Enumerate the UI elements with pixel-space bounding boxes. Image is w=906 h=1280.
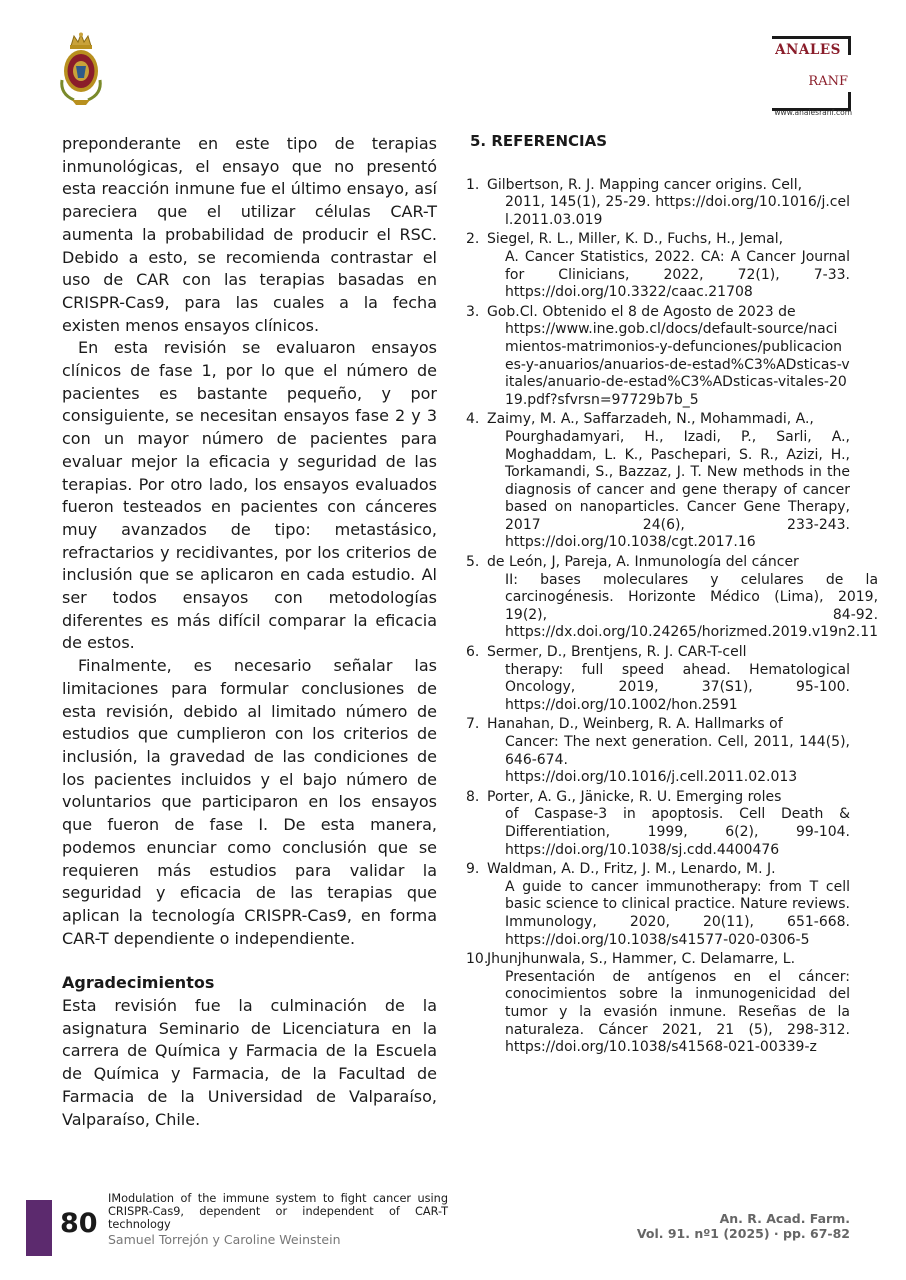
reference-item xyxy=(466,951,850,1057)
reference-link[interactable]: A. Cancer Statistics, 2022. CA: A Cancer Journal for Clinicians, 2022, 72(1), 7-33. https://doi.org/10.3322/caac.21708 xyxy=(505,248,850,301)
reference-item xyxy=(466,231,850,301)
reference-link[interactable]: Pourghadamyari, H., Izadi, P., Sarli, A., Moghaddam, L. K., Paschepari, S. R., Azizi, H., Torkamandi, S., Bazzaz, J. T. New methods in the diagnosis of cancer and gene therapy of cancer based on nanoparticles. Cancer Gene Therapy, 2017 24(6), 233-243. https://doi.org/10.1038/cgt.2017.16 xyxy=(505,428,850,551)
reference-number: 7. xyxy=(466,716,480,733)
reference-link[interactable]: https://www.ine.gob.cl/docs/default-source/nacimientos-matrimonios-y-defunciones/publicaciones-y-anuarios/anuarios-de-estad%C3%ADsticas-vitales/anuario-de-estad%C3%ADsticas-vitales-2019.pdf?sfvrsn=97729b7b_5 xyxy=(505,321,850,408)
reference-link[interactable]: Cancer: The next generation. Cell, 2011, 144(5), 646-674. https://doi.org/10.1016/j.cell.2011.02.013 xyxy=(505,734,850,786)
reference-number: 10. xyxy=(466,951,489,968)
reference-item xyxy=(466,861,850,949)
reference-item xyxy=(466,789,850,859)
footer-accent-bar xyxy=(26,1200,52,1256)
reference-link[interactable]: Presentación de antígenos en el cáncer: conocimientos sobre la inmunogenicidad del tumor y la evasión inmune. Reseñas de la naturaleza. Cáncer 2021, 21 (5), 298-312. https://doi.org/10.1038/s41568-021-00339-z xyxy=(505,968,850,1056)
acknowledgements-title: Agradecimientos xyxy=(62,973,215,993)
reference-item xyxy=(466,177,850,230)
reference-text: Siegel, R. L., Miller, K. D., Fuchs, H., Jemal, A. Cancer Statistics, 2022. CA: A Cancer Journal for Clinicians, 2022, 72(1), 7-33. https://doi.org/10.3322/caac.21708 xyxy=(487,231,850,301)
body-paragraph-3: Finalmente, es necesario señalar las limitaciones para formular conclusiones de esta revisión, debido al limitado número de estudios que cumplieron con los criterios de inclusión, la gravedad de las condiciones de los pacientes incluidos y el bajo número de voluntarios que participaron en los ensayos que fueron de fase I. De esta manera, podemos enunciar como conclusión que se requieren más estudios para validar la seguridad y eficacia de las terapias que aplican la tecnología CRISPR-Cas9, en forma CAR-T dependiente o independiente. xyxy=(62,656,437,948)
reference-number: 1. xyxy=(466,176,480,193)
logo-title: ANALES xyxy=(772,40,844,60)
reference-item xyxy=(466,644,850,714)
reference-item xyxy=(466,411,850,552)
reference-item xyxy=(466,304,850,410)
left-column xyxy=(62,133,437,1131)
footer-authors: Samuel Torrejón y Caroline Weinstein xyxy=(108,1231,341,1247)
reference-link[interactable]: A guide to cancer immunotherapy: from T cell basic science to clinical practice. Nature reviews. Immunology, 2020, 20(11), 651-668. https://doi.org/10.1038/s41577-020-0306-5 xyxy=(505,878,850,948)
reference-text: Jhunjhunwala, S., Hammer, C. Delamarre, L. Presentación de antígenos en el cáncer: conocimientos sobre la inmunogenicidad del tumor y la evasión inmune. Reseñas de la naturaleza. Cáncer 2021, 21 (5), 298-312. https://doi.org/10.1038/s41568-021-00339-z xyxy=(487,951,850,1056)
acknowledgements-text: Esta revisión fue la culminación de la asignatura Seminario de Licenciatura en la carrera de Química y Farmacia de la Escuela de Química y Farmacia, de la Facultad de Farmacia de la Universidad de Valparaíso, Valparaíso, Chile. xyxy=(62,996,437,1129)
footer-article-info xyxy=(108,1192,448,1246)
reference-number: 8. xyxy=(466,788,480,805)
references-heading: 5. REFERENCIAS xyxy=(470,132,607,150)
academy-crest-logo xyxy=(54,32,108,106)
reference-text: Gilbertson, R. J. Mapping cancer origins. Cell, 2011, 145(1), 25-29. https://doi.org/10.1016/j.cell.2011.03.019 xyxy=(487,176,850,228)
reference-text: Sermer, D., Brentjens, R. J. CAR-T-cell therapy: full speed ahead. Hematological Oncology, 2019, 37(S1), 95-100. https://doi.org/10.1002/hon.2591 xyxy=(487,644,850,713)
footer-volume: Vol. 91. nº1 (2025) · pp. 67-82 xyxy=(636,1226,850,1241)
footer-article-title: IModulation of the immune system to fight cancer using CRISPR-Cas9, dependent or independent of CAR-T technology xyxy=(108,1192,448,1232)
reference-link[interactable]: of Caspase-3 in apoptosis. Cell Death & Differentiation, 1999, 6(2), 99-104. https://doi.org/10.1038/sj.cdd.4400476 xyxy=(505,806,850,858)
crest-icon xyxy=(54,32,108,106)
reference-link[interactable]: 2011, 145(1), 25-29. https://doi.org/10.1016/j.cell.2011.03.019 xyxy=(505,194,850,228)
reference-text: de León, J, Pareja, A. Inmunología del cáncer II: bases moleculares y celulares de la carcinogénesis. Horizonte Médico (Lima), 2019, 19(2), 84-92. https://dx.doi.org/10.24265/horizmed.2019.v19n2.11 xyxy=(487,554,879,641)
reference-number: 6. xyxy=(466,644,480,661)
reference-number: 3. xyxy=(466,303,480,320)
reference-item xyxy=(466,716,850,786)
anales-ranf-logo xyxy=(760,36,852,120)
reference-text: Porter, A. G., Jänicke, R. U. Emerging roles of Caspase-3 in apoptosis. Cell Death & Differentiation, 1999, 6(2), 99-104. https://doi.org/10.1038/sj.cdd.4400476 xyxy=(487,788,850,858)
reference-number: 2. xyxy=(466,231,480,248)
reference-text: Hanahan, D., Weinberg, R. A. Hallmarks of Cancer: The next generation. Cell, 2011, 144(5), 646-674. https://doi.org/10.1016/j.cell.2011.02.013 xyxy=(487,716,850,786)
reference-number: 5. xyxy=(466,554,480,571)
reference-number: 9. xyxy=(466,861,480,878)
page-number: 80 xyxy=(60,1208,98,1239)
logo-url: www.analesranf.com xyxy=(774,108,852,117)
reference-item xyxy=(466,554,879,642)
reference-text: Waldman, A. D., Fritz, J. M., Lenardo, M. J. A guide to cancer immunotherapy: from T cell basic science to clinical practice. Nature reviews. Immunology, 2020, 20(11), 651-668. https://doi.org/10.1038/s41577-020-0306-5 xyxy=(487,861,850,948)
reference-list xyxy=(466,176,879,1057)
footer-journal-info xyxy=(637,1211,850,1241)
references-section xyxy=(466,132,879,1059)
body-paragraph-2: En esta revisión se evaluaron ensayos clínicos de fase 1, por lo que el número de pacientes es bastante pequeño, y por consiguiente, se necesitan ensayos fase 2 y 3 con un mayor número de pacientes para evaluar mejor la eficacia y seguridad de las terapias. Por otro lado, los ensayos evaluados fueron testeados en pacientes con cánceres muy avanzados de tipo: metastásico, refractarios y recidivantes, por los criterios de inclusión que se aplicaron en cada estudio. Al ser todos ensayos con metodologías diferentes es más difícil comparar la eficacia de estos. xyxy=(62,338,437,653)
body-paragraph-1: preponderante en este tipo de terapias inmunológicas, el ensayo que no presentó esta reacción inmune fue el último ensayo, así pareciera que el utilizar células CAR-T aumenta la probabilidad de producir el RSC. Debido a esto, se recomienda contrastar el uso de CAR con las terapias basadas en CRISPR-Cas9, para las cuales a la fecha existen menos ensayos clínicos. xyxy=(62,134,437,335)
logo-subtitle: RANF xyxy=(808,74,848,89)
reference-text: Gob.Cl. Obtenido el 8 de Agosto de 2023 de https://www.ine.gob.cl/docs/default-source/nacimientos-matrimonios-y-defunciones/publicaciones-y-anuarios/anuarios-de-estad%C3%ADsticas-vitales/anuario-de-estad%C3%ADsticas-vitales-2019.pdf?sfvrsn=97729b7b_5 xyxy=(487,303,850,408)
footer-journal-name: An. R. Acad. Farm. xyxy=(719,1211,850,1226)
reference-text: Zaimy, M. A., Saffarzadeh, N., Mohammadi, A., Pourghadamyari, H., Izadi, P., Sarli, A., Moghaddam, L. K., Paschepari, S. R., Azizi, H., Torkamandi, S., Bazzaz, J. T. New methods in the diagnosis of cancer and gene therapy of cancer based on nanoparticles. Cancer Gene Therapy, 2017 24(6), 233-243. https://doi.org/10.1038/cgt.2017.16 xyxy=(487,411,850,551)
reference-number: 4. xyxy=(466,411,480,428)
reference-link[interactable]: therapy: full speed ahead. Hematological Oncology, 2019, 37(S1), 95-100. https://doi.org/10.1002/hon.2591 xyxy=(505,661,850,713)
reference-link[interactable]: II: bases moleculares y celulares de la carcinogénesis. Horizonte Médico (Lima), 2019, 19(2), 84-92. https://dx.doi.org/10.24265/horizmed.2019.v19n2.11 xyxy=(505,571,879,641)
